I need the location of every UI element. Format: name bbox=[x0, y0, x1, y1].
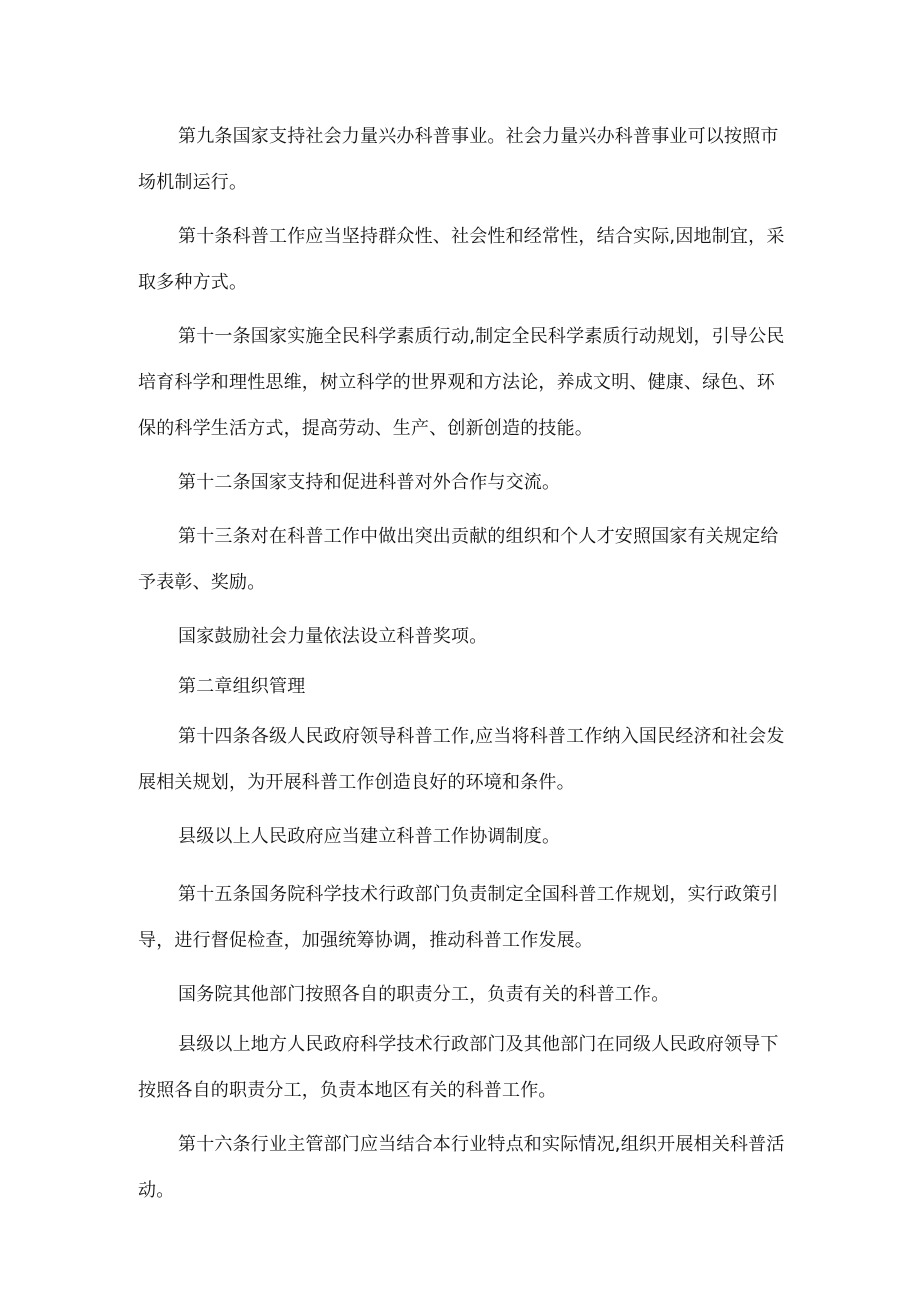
article-14-paragraph: 第十四条各级人民政府领导科普工作,应当将科普工作纳入国民经济和社会发展相关规划，为开展科普工作创造良好的环境和条件。 bbox=[138, 726, 785, 793]
county-coordination-paragraph: 县级以上人民政府应当建立科普工作协调制度。 bbox=[178, 826, 561, 847]
article-15-paragraph: 第十五条国务院科学技术行政部门负责制定全国科普工作规划，实行政策引导，进行督促检查，加强统筹协调，推动科普工作发展。 bbox=[138, 884, 779, 951]
article-9-paragraph: 第九条国家支持社会力量兴办科普事业。社会力量兴办科普事业可以按照市场机制运行。 bbox=[138, 126, 779, 193]
article-11-paragraph: 第十一条国家实施全民科学素质行动,制定全民科学素质行动规划，引导公民培育科学和理性思维，树立科学的世界观和方法论，养成文明、健康、绿色、环保的科学生活方式，提高劳动、生产、创新创造的技能。 bbox=[138, 326, 785, 439]
document-body bbox=[138, 114, 788, 1214]
article-10-paragraph: 第十条科普工作应当坚持群众性、社会性和经常性，结合实际,因地制宜，采取多种方式。 bbox=[138, 226, 785, 293]
award-paragraph: 国家鼓励社会力量依法设立科普奖项。 bbox=[178, 626, 488, 647]
article-12-paragraph: 第十二条国家支持和促进科普对外合作与交流。 bbox=[178, 472, 561, 493]
state-council-departments-paragraph: 国务院其他部门按照各自的职责分工，负责有关的科普工作。 bbox=[178, 984, 670, 1005]
article-13-paragraph: 第十三条对在科普工作中做出突出贡献的组织和个人才安照国家有关规定给予表彰、奖励。 bbox=[138, 526, 779, 593]
chapter-2-heading: 第二章组织管理 bbox=[178, 676, 306, 697]
local-departments-paragraph: 县级以上地方人民政府科学技术行政部门及其他部门在同级人民政府领导下按照各自的职责分工，负责本地区有关的科普工作。 bbox=[138, 1034, 779, 1101]
article-16-paragraph: 第十六条行业主管部门应当结合本行业特点和实际情况,组织开展相关科普活动。 bbox=[138, 1134, 785, 1201]
